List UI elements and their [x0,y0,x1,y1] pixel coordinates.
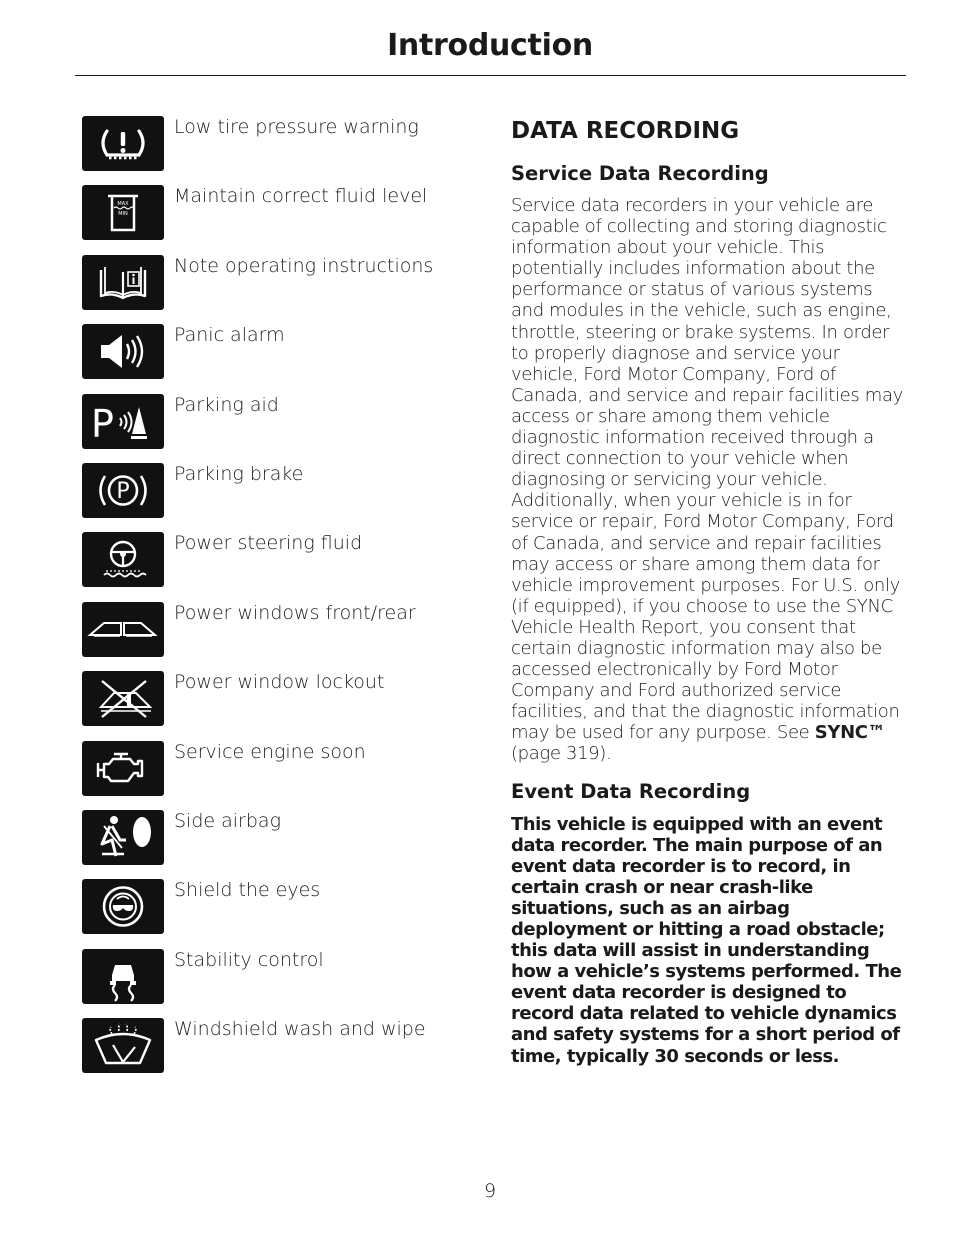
symbol-label: Stability control [174,948,324,971]
symbol-row [82,949,462,1018]
symbol-label: Service engine soon [174,740,366,763]
symbol-label: Panic alarm [174,324,285,347]
symbol-label: Note operating instructions [174,254,434,277]
max-mark: MAX [117,201,129,208]
page-title: Introduction [387,28,593,63]
parking-aid-letter: P [91,401,114,446]
symbol-label: Shield the eyes [174,879,321,902]
section-heading: DATA RECORDING [511,118,740,144]
parking-brake-icon [82,463,164,518]
sync-reference-page: (page 319). [511,743,612,765]
symbol-row [82,324,462,393]
symbol-row [82,602,462,671]
symbol-label: Power windows front/rear [174,601,416,624]
event-data-paragraph: This vehicle is equipped with an event data recorder. The main purpose of an event data recorder is to record, in certain crash or near crash-like situations, such as an airbag deployment or hitting a road obstacle; this data will assist in understanding how a vehicle’s systems performed. The event data recorder is designed to record data related to vehicle dynamics and safety systems for a short period of time, typically 30 seconds or less. [511,813,902,1067]
engine-icon [82,741,164,796]
eye-shield-icon [82,879,164,934]
symbol-label: Parking aid [174,393,279,416]
windshield-wash-icon [82,1018,164,1073]
service-data-paragraph [511,195,903,765]
symbol-row [82,116,462,185]
symbol-row [82,741,462,810]
min-mark: MIN [118,211,128,218]
parking-brake-letter: P [116,478,130,504]
symbol-row [82,671,462,740]
window-lockout-icon [82,671,164,726]
power-window-icon [82,602,164,657]
side-airbag-icon [82,810,164,865]
symbol-row [82,879,462,948]
symbol-label: Parking brake [174,462,304,485]
symbol-row [82,463,462,532]
service-data-heading: Service Data Recording [511,162,769,185]
symbol-row [82,185,462,254]
symbol-row [82,1018,462,1087]
manual-book-icon [82,255,164,310]
symbol-label: Windshield wash and wipe [174,1018,426,1041]
event-data-heading: Event Data Recording [511,779,751,803]
symbol-row [82,394,462,463]
page-number: 9 [483,1180,497,1202]
speaker-icon [82,324,164,379]
symbol-label: Power window lockout [174,671,385,694]
stability-control-icon [82,949,164,1004]
symbol-label: Maintain correct fluid level [174,185,428,208]
tire-pressure-icon [82,116,164,171]
steering-wheel-icon [82,532,164,587]
symbol-row [82,810,462,879]
sync-reference-link[interactable]: SYNC™ [814,722,886,744]
fluid-level-icon [82,185,164,240]
header-rule [75,75,906,76]
symbol-label: Power steering fluid [174,532,363,555]
symbol-label: Side airbag [174,809,281,832]
data-recording-section [511,116,903,1067]
symbol-list [82,116,462,1087]
symbol-label: Low tire pressure warning [174,116,419,138]
symbol-row [82,532,462,601]
symbol-row [82,255,462,324]
parking-aid-icon [82,394,164,449]
service-data-text: Service data recorders in your vehicle are capable of collecting and storing diagnostic information about your vehicle. This potentially includes information about the performance or status of various systems and modules in the vehicle, such as engine, throttle, steering or brake systems. In order to properly diagnose and service your vehicle, Ford Motor Company, Ford of Canada, and service and repair facilities may access or share among them vehicle diagnostic information received through a direct connection to your vehicle when diagnosing or servicing your vehicle. Additionally, when your vehicle is in for service or repair, Ford Motor Company, Ford of Canada, and service and repair facilities may access or share among them data for vehicle improvement purposes. For U.S. only (if equipped), if you choose to use the SYNC Vehicle Health Report, you consent that certain diagnostic information may also be accessed electronically by Ford Motor Company and Ford authorized service facilities, and that the diagnostic information may be used for any purpose. See [511,195,903,744]
